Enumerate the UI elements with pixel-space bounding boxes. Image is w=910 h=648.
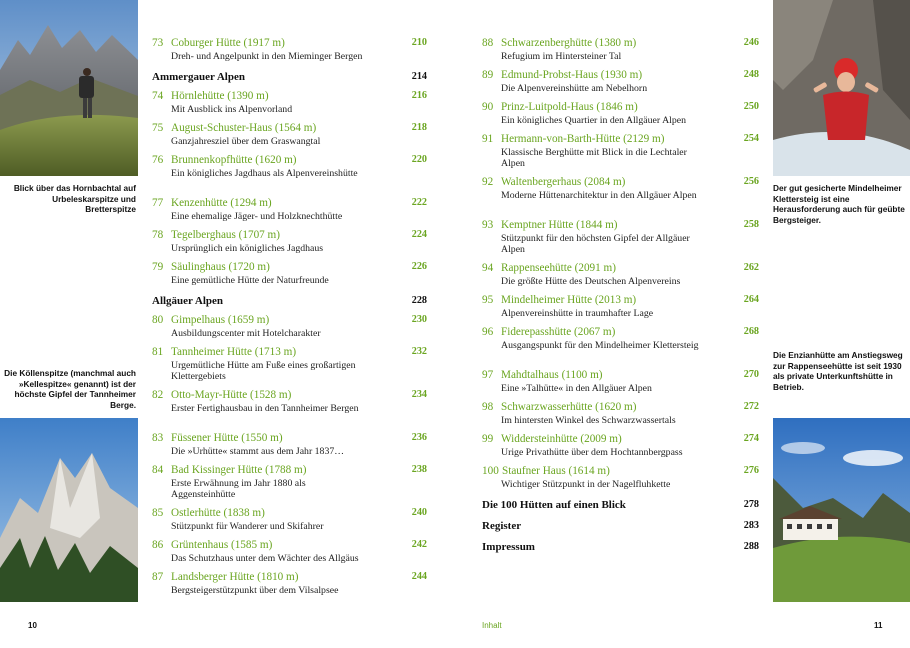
toc-entry-title: Landsberger Hütte (1810 m) <box>171 571 299 583</box>
toc-entry-page: 274 <box>743 433 759 444</box>
toc-entry-page: 234 <box>411 389 427 400</box>
toc-entry-title: August-Schuster-Haus (1564 m) <box>171 122 317 134</box>
toc-entry-title: Ostlerhütte (1838 m) <box>171 507 265 519</box>
toc-entry-title: Otto-Mayr-Hütte (1528 m) <box>171 389 292 401</box>
toc-entry-description: Stützpunkt für den höchsten Gipfel der Allgäuer Alpen <box>501 233 690 256</box>
photo-koellenspitze <box>0 418 138 602</box>
toc-entry-description: Klassische Berghütte mit Blick in die Lechtaler Alpen <box>501 147 687 170</box>
toc-entry[interactable] <box>482 326 759 365</box>
toc-entry-page: 242 <box>411 539 427 550</box>
toc-entry[interactable] <box>482 133 759 172</box>
toc-entry-number: 86 <box>152 539 164 551</box>
toc-left <box>152 37 427 607</box>
toc-entry-title: Coburger Hütte (1917 m) <box>171 37 285 49</box>
toc-entry-number: 88 <box>482 37 494 49</box>
toc-entry-page: 230 <box>411 314 427 325</box>
toc-section-heading[interactable] <box>482 520 759 532</box>
toc-entry-description: Die »Urhütte« stammt aus dem Jahr 1837… <box>171 446 345 457</box>
toc-entry-page: 272 <box>743 401 759 412</box>
toc-entry-page: 250 <box>743 101 759 112</box>
caption-top-left: Blick über das Hornbachtal auf Urbeleskarspitze und Bretterspitze <box>13 183 136 215</box>
toc-entry-page: 246 <box>743 37 759 48</box>
toc-entry-description: Ausbildungscenter mit Hotelcharakter <box>171 328 321 339</box>
toc-entry[interactable] <box>152 37 427 65</box>
toc-entry[interactable] <box>152 154 427 193</box>
caption-top-right: Der gut gesicherte Mindelheimer Klettersteig ist eine Herausforderung auch für geübte Bergsteiger. <box>773 183 905 225</box>
toc-entry[interactable] <box>152 507 427 535</box>
toc-entry-description: Dreh- und Angelpunkt in den Mieminger Bergen <box>171 51 363 62</box>
toc-entry-description: Das Schutzhaus unter dem Wächter des Allgäus <box>171 553 359 564</box>
toc-entry-number: 85 <box>152 507 164 519</box>
toc-entry-number: 99 <box>482 433 494 445</box>
toc-entry-title: Fiderepasshütte (2067 m) <box>501 326 616 338</box>
toc-entry-description: Urgemütliche Hütte am Fuße eines großartigen Klettergebiets <box>171 360 356 383</box>
toc-entry-page: 270 <box>743 369 759 380</box>
toc-entry-title: Staufner Haus (1614 m) <box>502 465 610 477</box>
toc-section-heading[interactable] <box>482 541 759 553</box>
toc-entry[interactable] <box>152 464 427 503</box>
toc-entry-number: 76 <box>152 154 164 166</box>
toc-entry[interactable] <box>482 69 759 97</box>
toc-entry[interactable] <box>152 314 427 342</box>
toc-entry-number: 82 <box>152 389 164 401</box>
toc-entry-description: Die Alpenvereinshütte am Nebelhorn <box>501 83 648 94</box>
toc-entry-title: Säulinghaus (1720 m) <box>171 261 270 273</box>
toc-entry[interactable] <box>152 389 427 428</box>
toc-section-page: 228 <box>411 295 427 306</box>
toc-entry-number: 94 <box>482 262 494 274</box>
toc-entry-number: 79 <box>152 261 164 273</box>
toc-entry-title: Edmund-Probst-Haus (1930 m) <box>501 69 643 81</box>
toc-entry-page: 244 <box>411 571 427 582</box>
toc-entry-title: Mindelheimer Hütte (2013 m) <box>501 294 637 306</box>
toc-entry-number: 74 <box>152 90 164 102</box>
toc-entry-title: Tegelberghaus (1707 m) <box>171 229 280 241</box>
toc-entry-title: Schwarzenberghütte (1380 m) <box>501 37 637 49</box>
toc-entry-description: Ein königliches Jagdhaus als Alpenvereinshütte <box>171 168 358 179</box>
toc-entry-number: 95 <box>482 294 494 306</box>
toc-entry-page: 248 <box>743 69 759 80</box>
toc-entry-description: Im hintersten Winkel des Schwarzwassertals <box>501 415 676 426</box>
toc-entry-description: Alpenvereinshütte in traumhafter Lage <box>501 308 654 319</box>
photo-hornbachtal-hiker <box>0 0 138 176</box>
toc-entry-number: 83 <box>152 432 164 444</box>
toc-entry-title: Kemptner Hütte (1844 m) <box>501 219 618 231</box>
toc-entry-description: Eine ehemalige Jäger- und Holzknechthütte <box>171 211 343 222</box>
toc-entry-title: Tannheimer Hütte (1713 m) <box>171 346 297 358</box>
toc-entry-page: 232 <box>411 346 427 357</box>
toc-entry-page: 226 <box>411 261 427 272</box>
toc-entry-title: Widdersteinhütte (2009 m) <box>501 433 622 445</box>
toc-entry-description: Refugium im Hintersteiner Tal <box>501 51 622 62</box>
toc-section-title: Register <box>482 520 522 532</box>
toc-entry[interactable] <box>482 465 759 493</box>
toc-entry-page: 220 <box>411 154 427 165</box>
toc-entry-page: 216 <box>411 90 427 101</box>
toc-entry[interactable] <box>152 539 427 567</box>
toc-entry-title: Mahdtalhaus (1100 m) <box>501 369 603 381</box>
toc-entry-title: Schwarzwasserhütte (1620 m) <box>501 401 637 413</box>
toc-entry[interactable] <box>152 432 427 460</box>
toc-entry-page: 236 <box>411 432 427 443</box>
toc-entry-description: Ganzjahresziel über dem Graswangtal <box>171 136 321 147</box>
toc-entry-description: Eine gemütliche Hütte der Naturfreunde <box>171 275 329 286</box>
toc-entry-description: Bergsteigerstützpunkt über dem Vilsalpsee <box>171 585 339 596</box>
toc-entry-page: 258 <box>743 219 759 230</box>
toc-entry-description: Ursprünglich ein königliches Jagdhaus <box>171 243 324 254</box>
toc-entry[interactable] <box>482 219 759 258</box>
toc-entry-page: 254 <box>743 133 759 144</box>
toc-entry-description: Erster Fertighausbau in den Tannheimer Bergen <box>171 403 359 414</box>
toc-section-page: 214 <box>411 71 427 82</box>
toc-entry[interactable] <box>152 229 427 257</box>
toc-entry[interactable] <box>152 571 427 599</box>
toc-section-heading[interactable] <box>152 71 427 83</box>
toc-entry-description: Erste Erwähnung im Jahr 1880 als Aggensteinhütte <box>171 478 306 501</box>
toc-entry-title: Hermann-von-Barth-Hütte (2129 m) <box>501 133 665 145</box>
toc-entry-title: Rappenseehütte (2091 m) <box>501 262 616 274</box>
page-number-left: 10 <box>28 621 37 630</box>
toc-section-page: 278 <box>743 499 759 510</box>
toc-entry-description: Ein königliches Quartier in den Allgäuer Alpen <box>501 115 687 126</box>
toc-entry-number: 97 <box>482 369 494 381</box>
toc-entry-title: Grüntenhaus (1585 m) <box>171 539 273 551</box>
toc-entry-title: Gimpelhaus (1659 m) <box>171 314 270 326</box>
toc-section-heading[interactable] <box>152 295 427 307</box>
toc-section-title: Allgäuer Alpen <box>152 295 224 307</box>
toc-entry-number: 78 <box>152 229 164 241</box>
toc-entry-title: Bad Kissinger Hütte (1788 m) <box>171 464 307 476</box>
toc-entry-title: Kenzenhütte (1294 m) <box>171 197 272 209</box>
toc-section-title: Impressum <box>482 541 535 553</box>
toc-entry[interactable] <box>152 122 427 150</box>
photo-enzianhuette <box>773 418 910 602</box>
footer-label: Inhalt <box>482 621 502 630</box>
toc-entry-description: Eine »Talhütte« in den Allgäuer Alpen <box>501 383 652 394</box>
toc-entry[interactable] <box>482 401 759 429</box>
toc-entry-page: 256 <box>743 176 759 187</box>
toc-entry-page: 222 <box>411 197 427 208</box>
toc-entry-number: 98 <box>482 401 494 413</box>
toc-entry-page: 264 <box>743 294 759 305</box>
photo-climber <box>773 0 910 176</box>
toc-entry[interactable] <box>482 433 759 461</box>
toc-entry-number: 87 <box>152 571 164 583</box>
toc-entry-title: Waltenbergerhaus (2084 m) <box>501 176 626 188</box>
toc-entry-title: Füssener Hütte (1550 m) <box>171 432 283 444</box>
toc-entry-number: 73 <box>152 37 164 49</box>
toc-section-heading[interactable] <box>482 499 759 511</box>
toc-entry-page: 238 <box>411 464 427 475</box>
toc-entry-number: 75 <box>152 122 164 134</box>
toc-entry[interactable] <box>482 294 759 322</box>
toc-section-title: Ammergauer Alpen <box>152 71 245 83</box>
toc-entry-page: 224 <box>411 229 427 240</box>
toc-entry-number: 89 <box>482 69 494 81</box>
toc-entry-number: 93 <box>482 219 494 231</box>
toc-entry[interactable] <box>152 346 427 385</box>
toc-entry[interactable] <box>152 197 427 225</box>
toc-right <box>482 37 759 607</box>
toc-entry[interactable] <box>482 262 759 290</box>
toc-entry[interactable] <box>482 37 759 65</box>
toc-entry-description: Mit Ausblick ins Alpenvorland <box>171 104 293 115</box>
page-number-right: 11 <box>874 621 883 630</box>
toc-entry-number: 81 <box>152 346 164 358</box>
toc-section-title: Die 100 Hütten auf einen Blick <box>482 499 626 511</box>
caption-bottom-left: Die Köllenspitze (manchmal auch »Kellespitze« genannt) ist der höchste Gipfel der Tannheimer Berge. <box>4 368 136 410</box>
toc-entry-number: 77 <box>152 197 164 209</box>
toc-entry[interactable] <box>482 369 759 397</box>
toc-entry-description: Urige Privathütte über dem Hochtannbergpass <box>501 447 683 458</box>
toc-entry-number: 80 <box>152 314 164 326</box>
toc-entry-page: 210 <box>411 37 427 48</box>
toc-entry-number: 92 <box>482 176 494 188</box>
toc-entry[interactable] <box>482 101 759 129</box>
toc-entry[interactable] <box>152 90 427 118</box>
toc-section-page: 283 <box>743 520 759 531</box>
toc-entry-title: Prinz-Luitpold-Haus (1846 m) <box>501 101 638 113</box>
toc-entry-number: 91 <box>482 133 494 145</box>
toc-entry-number: 100 <box>482 465 499 477</box>
toc-section-page: 288 <box>743 541 759 552</box>
toc-entry-title: Hörnlehütte (1390 m) <box>171 90 269 102</box>
toc-entry-page: 262 <box>743 262 759 273</box>
toc-entry-description: Wichtiger Stützpunkt in der Nagelfluhkette <box>501 479 671 490</box>
caption-bottom-right: Die Enzianhütte am Anstiegsweg zur Rappenseehütte ist seit 1930 als private Unterkunftshütte in Betrieb. <box>773 350 903 392</box>
toc-entry-number: 84 <box>152 464 164 476</box>
toc-entry-page: 276 <box>743 465 759 476</box>
toc-entry-description: Die größte Hütte des Deutschen Alpenvereins <box>501 276 681 287</box>
toc-entry[interactable] <box>482 176 759 215</box>
toc-entry-page: 268 <box>743 326 759 337</box>
toc-entry[interactable] <box>152 261 427 289</box>
toc-entry-number: 90 <box>482 101 494 113</box>
toc-entry-page: 218 <box>411 122 427 133</box>
toc-entry-title: Brunnenkopfhütte (1620 m) <box>171 154 297 166</box>
toc-entry-description: Ausgangspunkt für den Mindelheimer Klettersteig <box>501 340 699 351</box>
toc-entry-description: Moderne Hüttenarchitektur in den Allgäuer Alpen <box>501 190 697 201</box>
toc-entry-number: 96 <box>482 326 494 338</box>
toc-entry-page: 240 <box>411 507 427 518</box>
toc-entry-description: Stützpunkt für Wanderer und Skifahrer <box>171 521 324 532</box>
